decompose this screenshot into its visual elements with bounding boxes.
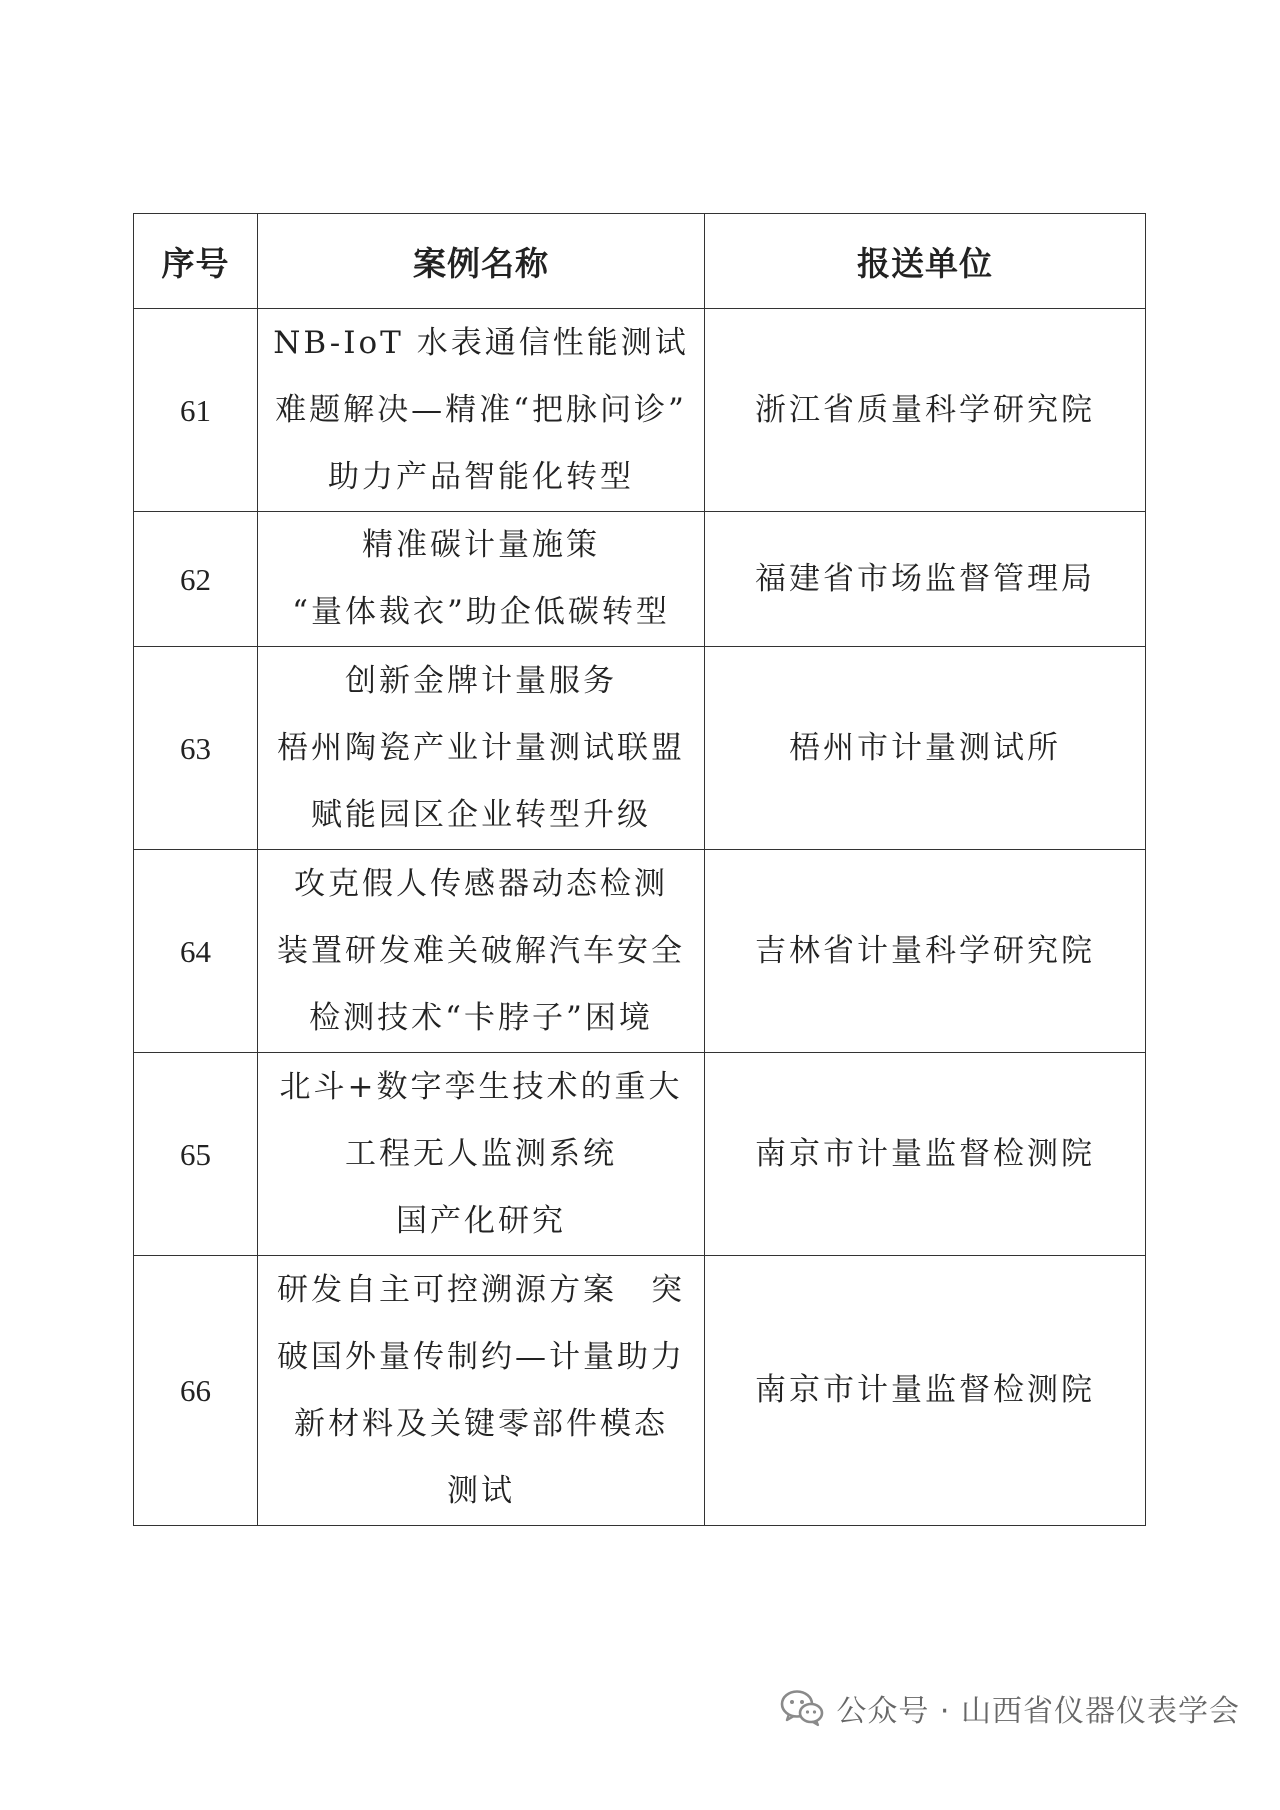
case-name-line: 攻克假人传感器动态检测 bbox=[294, 865, 668, 902]
row-serial-number: 61 bbox=[134, 309, 258, 512]
table-row bbox=[134, 1256, 1146, 1526]
case-name-line: 梧州陶瓷产业计量测试联盟 bbox=[277, 729, 685, 766]
case-name-line: 研发自主可控溯源方案 突 bbox=[277, 1271, 685, 1308]
case-name-line: 北斗+数字孪生技术的重大 bbox=[279, 1068, 683, 1105]
header-serial-number: 序号 bbox=[134, 214, 258, 309]
case-name-line: 创新金牌计量服务 bbox=[345, 662, 617, 699]
table-row bbox=[134, 309, 1146, 512]
row-submitting-unit: 南京市计量监督检测院 bbox=[705, 1053, 1146, 1256]
wechat-icon bbox=[780, 1689, 824, 1727]
case-name-line: 破国外量传制约—计量助力 bbox=[277, 1338, 685, 1375]
table-header-row bbox=[134, 214, 1146, 309]
row-submitting-unit: 南京市计量监督检测院 bbox=[705, 1256, 1146, 1526]
case-name-line: 新材料及关键零部件模态 bbox=[294, 1405, 668, 1442]
row-serial-number: 65 bbox=[134, 1053, 258, 1256]
header-submitting-unit: 报送单位 bbox=[705, 214, 1146, 309]
row-submitting-unit: 福建省市场监督管理局 bbox=[705, 512, 1146, 647]
wechat-account-watermark bbox=[780, 1685, 1240, 1731]
case-name-line: 测试 bbox=[447, 1472, 515, 1509]
row-case-name bbox=[258, 850, 705, 1053]
case-name-line: 助力产品智能化转型 bbox=[328, 458, 634, 495]
row-case-name bbox=[258, 512, 705, 647]
case-name-line: “量体裁衣”助企低碳转型 bbox=[292, 594, 670, 630]
row-case-name bbox=[258, 1256, 705, 1526]
header-case-name: 案例名称 bbox=[258, 214, 705, 309]
case-table bbox=[133, 213, 1146, 1526]
footer-text: 公众号 · 山西省仪器仪表学会 bbox=[836, 1694, 1240, 1729]
row-case-name bbox=[258, 309, 705, 512]
row-case-name bbox=[258, 647, 705, 850]
row-serial-number: 62 bbox=[134, 512, 258, 647]
row-serial-number: 63 bbox=[134, 647, 258, 850]
table-row bbox=[134, 1053, 1146, 1256]
row-submitting-unit: 梧州市计量测试所 bbox=[705, 647, 1146, 850]
table-row bbox=[134, 647, 1146, 850]
row-serial-number: 64 bbox=[134, 850, 258, 1053]
table-row bbox=[134, 850, 1146, 1053]
row-submitting-unit: 吉林省计量科学研究院 bbox=[705, 850, 1146, 1053]
case-name-line: 国产化研究 bbox=[396, 1202, 566, 1239]
row-serial-number: 66 bbox=[134, 1256, 258, 1526]
case-name-line: 装置研发难关破解汽车安全 bbox=[277, 932, 685, 969]
row-case-name bbox=[258, 1053, 705, 1256]
case-name-line: 难题解决—精准“把脉问诊” bbox=[275, 391, 687, 428]
case-name-line: 检测技术“卡脖子”困境 bbox=[309, 999, 653, 1036]
row-submitting-unit: 浙江省质量科学研究院 bbox=[705, 309, 1146, 512]
case-name-line: 精准碳计量施策 bbox=[362, 527, 600, 563]
case-name-line: NB-IoT 水表通信性能测试 bbox=[273, 324, 689, 361]
table-row bbox=[134, 512, 1146, 647]
case-name-line: 工程无人监测系统 bbox=[345, 1135, 617, 1172]
case-name-line: 赋能园区企业转型升级 bbox=[311, 796, 651, 833]
